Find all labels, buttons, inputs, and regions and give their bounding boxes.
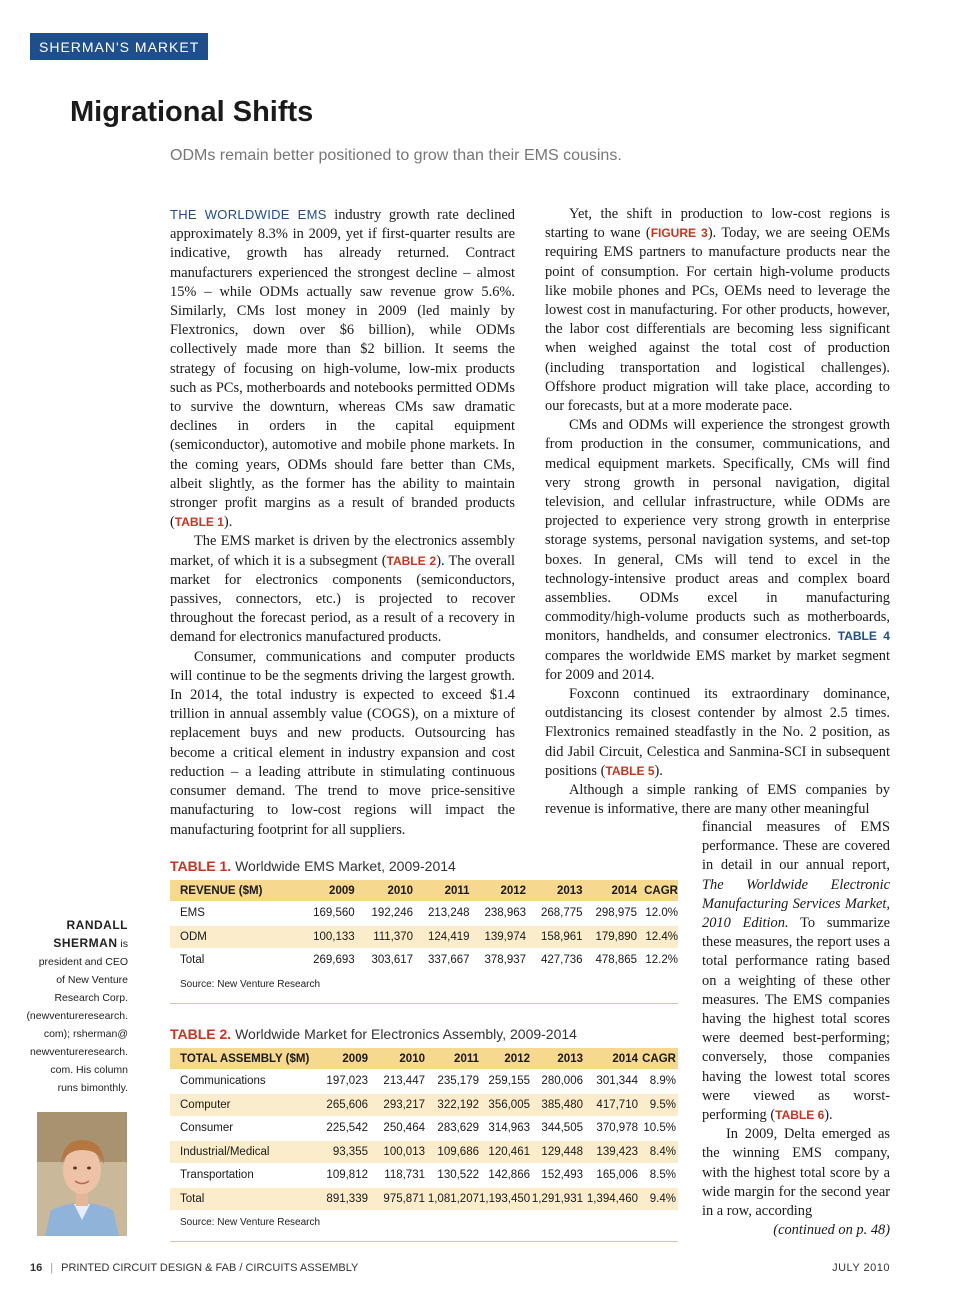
table-cell: 129,448 bbox=[541, 1145, 583, 1158]
table-cell: 165,006 bbox=[596, 1169, 638, 1182]
body-column-2 bbox=[545, 205, 890, 820]
table-cell: 344,505 bbox=[541, 1122, 583, 1135]
table-cell: 235,179 bbox=[437, 1075, 479, 1088]
column-header: REVENUE ($M) bbox=[180, 884, 263, 897]
table-cell: 12.0% bbox=[645, 907, 678, 920]
bio-line: president and CEO bbox=[38, 956, 128, 968]
table-cell: 197,023 bbox=[326, 1075, 368, 1088]
table-cell: 891,339 bbox=[326, 1192, 368, 1205]
table-ref[interactable]: TABLE 4 bbox=[837, 629, 890, 644]
table-caption: TABLE 2. Worldwide Market for Electronics Assembly, 2009-2014 bbox=[170, 1026, 577, 1042]
table-2 bbox=[170, 1026, 678, 1242]
table-cell: 179,890 bbox=[595, 930, 638, 943]
table-cell: 109,686 bbox=[437, 1145, 479, 1158]
column-header: 2012 bbox=[504, 1052, 530, 1065]
row-label: Transportation bbox=[180, 1169, 254, 1182]
table-cell: 238,963 bbox=[484, 907, 527, 920]
table-cell: 385,480 bbox=[541, 1098, 583, 1111]
bio-line: Research Corp. bbox=[54, 992, 128, 1004]
table-cell: 111,370 bbox=[373, 930, 414, 943]
column-header: 2009 bbox=[342, 1052, 368, 1065]
table-cell: 139,423 bbox=[596, 1145, 638, 1158]
row-label: Total bbox=[180, 954, 205, 967]
row-label: Communications bbox=[180, 1075, 266, 1088]
table-cell: 378,937 bbox=[484, 954, 527, 967]
table-cell: 301,344 bbox=[596, 1075, 638, 1088]
paragraph: THE WORLDWIDE EMS industry growth rate declined approximately 8.3% in 2009, yet if first-quarter results are indicative, growth has already returned. Contract manufacturers experienced the strongest decline – almost 15% – while ODMs actually saw revenue grow 5.6%. Similarly, CMs lost money in 2009 (led mainly by Flextronics, down over $6 billion), while ODMs collectively made more than $2 billion. It seems the strategy of focusing on high-volume, low-mix products such as PCs, motherboards and notebooks permitted ODMs to survive the downturn, whereas CMs saw dramatic declines in orders in the capital equipment (semiconductor), automotive and mobile phone markets. In the coming years, ODMs should fare better than CMs, albeit slightly, as the former has the ability to maintain stronger profit margins as a result of branded products (TABLE 1). bbox=[170, 207, 515, 531]
column-header: TOTAL ASSEMBLY ($M) bbox=[180, 1052, 310, 1065]
row-label: Industrial/Medical bbox=[180, 1145, 270, 1158]
table-cell: 12.4% bbox=[645, 930, 678, 943]
table-cell: 213,447 bbox=[383, 1075, 425, 1088]
page-number: 16 bbox=[30, 1262, 43, 1274]
table-cell: 10.5% bbox=[643, 1122, 676, 1135]
bio-line: runs bimonthly. bbox=[57, 1082, 128, 1094]
column-header: 2010 bbox=[387, 884, 414, 897]
table-cell: 192,246 bbox=[371, 907, 414, 920]
table-source: Source: New Venture Research bbox=[180, 978, 321, 990]
bio-line: com. His column bbox=[50, 1064, 128, 1076]
table-ref[interactable]: TABLE 6 bbox=[775, 1108, 825, 1123]
table-cell: 124,419 bbox=[427, 930, 470, 943]
table-cell: 478,865 bbox=[595, 954, 638, 967]
row-label: Total bbox=[180, 1192, 205, 1205]
table-cell: 265,606 bbox=[326, 1098, 368, 1111]
column-header: 2010 bbox=[399, 1052, 425, 1065]
table-cell: 12.2% bbox=[645, 954, 678, 967]
column-header: 2014 bbox=[611, 884, 638, 897]
table-cell: 158,961 bbox=[540, 930, 583, 943]
table-cell: 269,693 bbox=[313, 954, 355, 967]
publication-name: PRINTED CIRCUIT DESIGN & FAB / CIRCUITS ASSEMBLY bbox=[61, 1262, 359, 1274]
table-cell: 169,560 bbox=[313, 907, 355, 920]
row-label: EMS bbox=[180, 907, 205, 920]
table-cell: 152,493 bbox=[541, 1169, 583, 1182]
table-cell: 9.4% bbox=[649, 1192, 676, 1205]
author-bio: RANDALL SHERMAN is president and CEO of New Venture Research Corp. (newventureresearch. com); rsherman@ newventureresearch. com. His column runs bimonthly. bbox=[25, 916, 128, 1097]
body-column-1 bbox=[170, 205, 515, 840]
table-cell: 1,394,460 bbox=[586, 1192, 638, 1205]
table-cell: 303,617 bbox=[371, 954, 414, 967]
table-row bbox=[170, 1141, 678, 1165]
article-subtitle: ODMs remain better positioned to grow than their EMS cousins. bbox=[170, 147, 622, 164]
table-cell: 283,629 bbox=[437, 1122, 479, 1135]
bio-line: of New Venture bbox=[56, 974, 128, 986]
table-cell: 109,812 bbox=[326, 1169, 368, 1182]
paragraph: CMs and ODMs will experience the strongest growth from production in the consumer, communications, and medical equipment markets. Specifically, CMs will find very strong growth in personal navigation, digital television, and cellular infrastructure, while ODMs are projected to experience very strong growth in enterprise storage systems, personal navigation systems, and set-top boxes. In general, CMs will tend to excel in the technology-intensive product areas and complex board assemblies. ODMs excel in manufacturing commodity/high-volume products such as motherboards, monitors, handhelds, and consumer electronics. TABLE 4 compares the worldwide EMS market by market segment for 2009 and 2014. bbox=[545, 417, 890, 683]
table-row bbox=[170, 1117, 678, 1141]
table-cell: 120,461 bbox=[488, 1145, 530, 1158]
table-ref[interactable]: TABLE 5 bbox=[605, 763, 655, 778]
lead-in: THE WORLDWIDE EMS bbox=[170, 207, 327, 222]
table-cell: 314,963 bbox=[488, 1122, 530, 1135]
column-header: 2011 bbox=[454, 1052, 479, 1065]
table-cell: 975,871 bbox=[383, 1192, 425, 1205]
table-cell: 268,775 bbox=[540, 907, 583, 920]
table-cell: 100,133 bbox=[313, 930, 355, 943]
divider: | bbox=[50, 1262, 54, 1274]
table-cell: 280,006 bbox=[541, 1075, 583, 1088]
bio-line: (newventureresearch. bbox=[26, 1010, 128, 1022]
table-cell: 337,667 bbox=[427, 954, 470, 967]
table-cell: 8.5% bbox=[649, 1169, 676, 1182]
paragraph: Although a simple ranking of EMS companies by revenue is informative, there are many other meaningful bbox=[545, 782, 890, 818]
table-cell: 142,866 bbox=[488, 1169, 530, 1182]
section-banner: SHERMAN'S MARKET bbox=[30, 33, 208, 60]
row-label: Computer bbox=[180, 1098, 231, 1111]
table-cell: 356,005 bbox=[488, 1098, 530, 1111]
paragraph: The EMS market is driven by the electronics assembly market, of which it is a subsegment (TABLE 2). The overall market for electronics components (semiconductors, passives, connectors, etc.) is projected to recover throughout the forecast period, as a result of a recovery in demand for electronics manufactured products. bbox=[170, 533, 515, 646]
column-header: 2014 bbox=[612, 1052, 638, 1065]
table-row bbox=[170, 1164, 678, 1188]
table-source: Source: New Venture Research bbox=[180, 1217, 321, 1228]
table-row bbox=[170, 1094, 678, 1118]
article-title: Migrational Shifts bbox=[70, 96, 314, 128]
row-label: Consumer bbox=[180, 1122, 234, 1135]
table-cell: 259,155 bbox=[488, 1075, 530, 1088]
table-cell: 322,192 bbox=[437, 1098, 479, 1111]
column-header: CAGR bbox=[642, 1052, 676, 1065]
table-row bbox=[170, 926, 678, 950]
table-header-row bbox=[170, 880, 678, 902]
table-header-row bbox=[170, 1048, 678, 1070]
issue-date: JULY 2010 bbox=[832, 1262, 890, 1274]
table-cell: 427,736 bbox=[540, 954, 583, 967]
author-photo bbox=[37, 1112, 127, 1236]
continued-note[interactable]: (continued on p. 48) bbox=[773, 1222, 890, 1239]
column-header: CAGR bbox=[644, 884, 678, 897]
table-cell: 130,522 bbox=[437, 1169, 479, 1182]
paragraph: Consumer, communications and computer products will continue to be the segments driving the largest growth. In 2014, the total industry is expected to exceed $1.4 trillion in annual assembly value (COGS), on a mixture of replacement buys and new products. Outsourcing has become a critical element in industry expansion and cost reduction – a leading attribute in stimulating continuous consumer demand. The trend to move price-sensitive manufacturing to low-cost regions will impact the manufacturing footprint for all suppliers. bbox=[170, 648, 515, 838]
column-header: 2013 bbox=[557, 1052, 583, 1065]
figure-ref[interactable]: FIGURE 3 bbox=[650, 226, 708, 241]
report-title: The Worldwide Electronic Manufacturing Services Market, 2010 Edition. bbox=[702, 876, 890, 932]
table-row bbox=[170, 949, 678, 973]
table-cell: 225,542 bbox=[326, 1122, 368, 1135]
table-row bbox=[170, 1070, 678, 1094]
table-caption: TABLE 1. Worldwide EMS Market, 2009-2014 bbox=[170, 858, 456, 874]
table-cell: 1,081,207 bbox=[427, 1192, 479, 1205]
table-ref[interactable]: TABLE 1 bbox=[174, 515, 224, 530]
row-label: ODM bbox=[180, 930, 207, 943]
table-cell: 8.4% bbox=[649, 1145, 676, 1158]
bio-line: com); rsherman@ bbox=[43, 1028, 128, 1040]
table-row bbox=[170, 1188, 678, 1212]
table-cell: 9.5% bbox=[649, 1098, 676, 1111]
table-cell: 250,464 bbox=[383, 1122, 425, 1135]
paragraph: Yet, the shift in production to low-cost regions is starting to wane (FIGURE 3). Today, we are seeing OEMs requiring EMS partners to manufacture products near the point of consumption. For certain high-volume products like mobile phones and PCs, OEMs need to leverage the lowest cost in manufacturing. For other products, however, the labor cost differentials are becoming less significant when weighed against the total cost of production (including transportation and logistical challenges). Offshore product migration will take place, according to our forecasts, but at a more moderate pace. bbox=[545, 206, 891, 415]
table-cell: 417,710 bbox=[596, 1098, 638, 1111]
table-cell: 100,013 bbox=[383, 1145, 425, 1158]
paragraph: Foxconn continued its extraordinary dominance, outdistancing its closest contender by almost 2.5 times. Flextronics remained steadfastly in the No. 2 position, as did Jabil Circuit, Celestica and Sanmina-SCI in subsequent positions (TABLE 5). bbox=[545, 686, 890, 779]
table-cell: 293,217 bbox=[383, 1098, 425, 1111]
column-header: 2009 bbox=[329, 884, 355, 897]
author-name: SHERMAN bbox=[53, 936, 118, 950]
table-cell: 1,291,931 bbox=[531, 1192, 583, 1205]
body-column-3 bbox=[702, 818, 890, 1240]
divider bbox=[170, 1241, 678, 1242]
column-header: 2011 bbox=[444, 884, 470, 897]
author-name: RANDALL bbox=[66, 918, 128, 932]
table-cell: 93,355 bbox=[332, 1145, 368, 1158]
table-cell: 213,248 bbox=[427, 907, 470, 920]
table-cell: 298,975 bbox=[595, 907, 638, 920]
table-cell: 118,731 bbox=[384, 1169, 425, 1182]
table-1 bbox=[170, 858, 678, 1004]
divider bbox=[170, 1003, 678, 1004]
column-header: 2013 bbox=[556, 884, 583, 897]
table-row bbox=[170, 902, 678, 926]
table-cell: 8.9% bbox=[649, 1075, 676, 1088]
paragraph: financial measures of EMS performance. These are covered in detail in our annual report, The Worldwide Electronic Manufacturing Services Market, 2010 Edition. To summarize these measures, the report uses a total performance rating based on a weighting of these other measures. The EMS companies having the highest total scores were deemed best-performing; conversely, those companies having the lowest total scores were viewed as worst-performing (TABLE 6). bbox=[702, 819, 890, 1124]
table-cell: 139,974 bbox=[484, 930, 527, 943]
table-cell: 370,978 bbox=[596, 1122, 638, 1135]
paragraph: In 2009, Delta emerged as the winning EMS company, with the highest total score by a wide margin for the second year in a row, according bbox=[702, 1126, 890, 1220]
footer bbox=[30, 1262, 358, 1274]
table-cell: 1,193,450 bbox=[479, 1192, 531, 1205]
table-ref[interactable]: TABLE 2 bbox=[386, 553, 437, 568]
bio-line: newventureresearch. bbox=[29, 1046, 128, 1058]
column-header: 2012 bbox=[500, 884, 527, 897]
